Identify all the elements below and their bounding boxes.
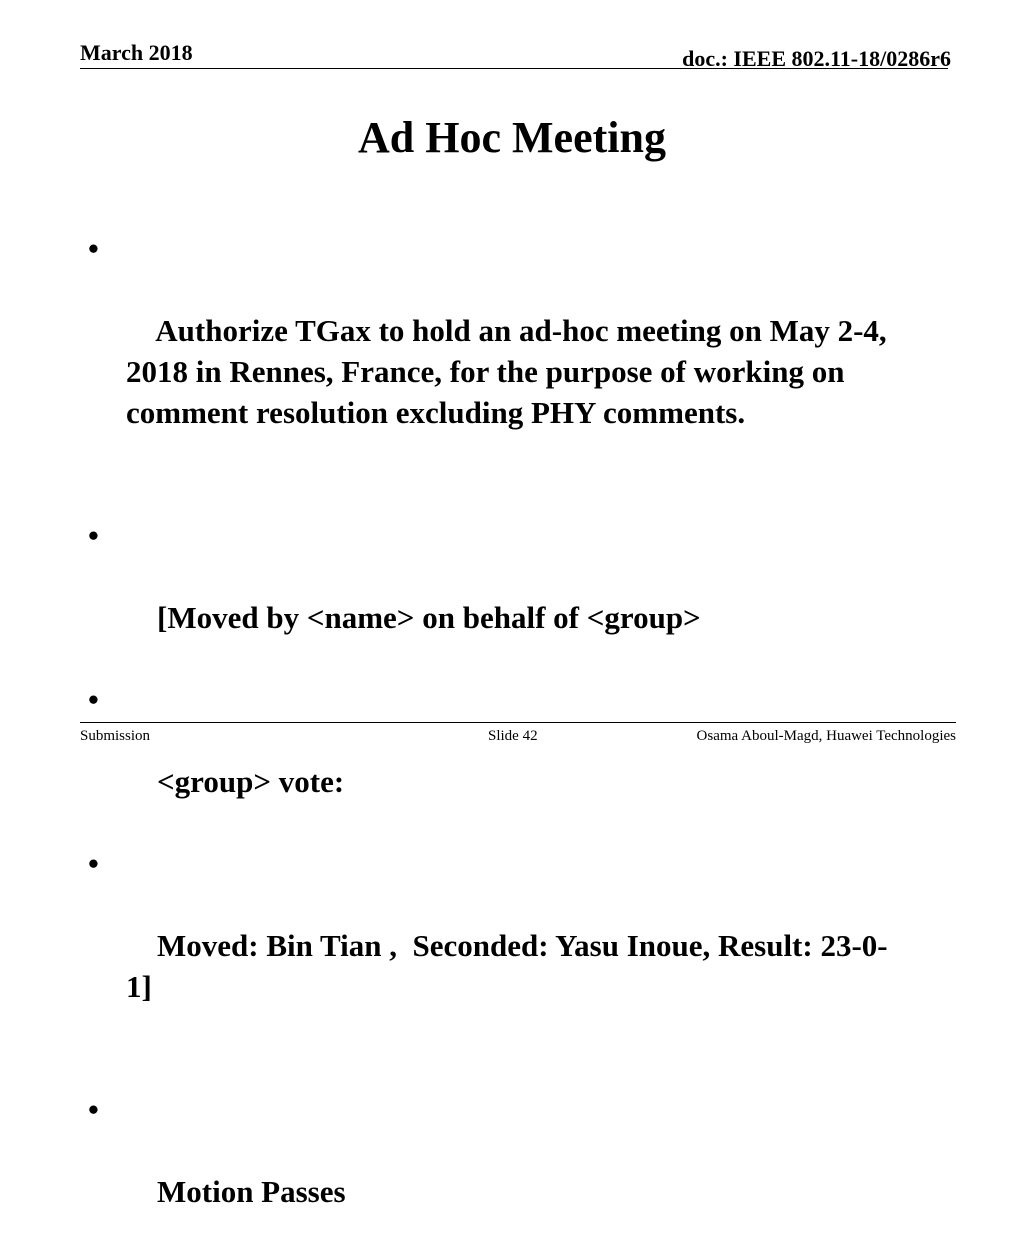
bullet-item — [84, 1089, 964, 1253]
bullet-item — [84, 843, 964, 1048]
bullet-text: <group> vote: — [157, 764, 345, 799]
header-doc-id: doc.: IEEE 802.11-18/0286r6 — [682, 46, 951, 71]
slide-title: Ad Hoc Meeting — [358, 113, 666, 162]
bullet-item — [84, 515, 964, 679]
bullet-item — [84, 228, 964, 474]
footer-divider — [80, 722, 956, 723]
bullet-marker: • — [88, 682, 99, 717]
footer-slide-number: Slide 42 — [488, 728, 538, 744]
bullet-item — [84, 679, 964, 843]
bullet-text: [Moved by <name> on behalf of <group> — [157, 600, 701, 635]
bullet-marker: • — [88, 1092, 99, 1127]
bullet-text: Authorize TGax to hold an ad-hoc meeting on May 2-4, 2018 in Rennes, France, for the purpose of working on comment resolution excluding PHY comments. — [126, 313, 887, 430]
footer-submission: Submission — [80, 728, 151, 744]
bullet-spacer — [84, 1048, 964, 1089]
bullet-spacer — [84, 474, 964, 515]
bullet-text: Moved: Bin Tian , Seconded: Yasu Inoue, Result: 23-0- 1] — [126, 928, 888, 1004]
footer-author: Osama Aboul-Magd, Huawei Technologies — [696, 728, 956, 744]
bullet-text: Motion Passes — [157, 1174, 346, 1209]
bullet-marker: • — [88, 231, 99, 266]
header-divider — [80, 68, 948, 69]
header-date: March 2018 — [80, 40, 193, 65]
bullet-marker: • — [88, 846, 99, 881]
bullet-marker: • — [88, 518, 99, 553]
